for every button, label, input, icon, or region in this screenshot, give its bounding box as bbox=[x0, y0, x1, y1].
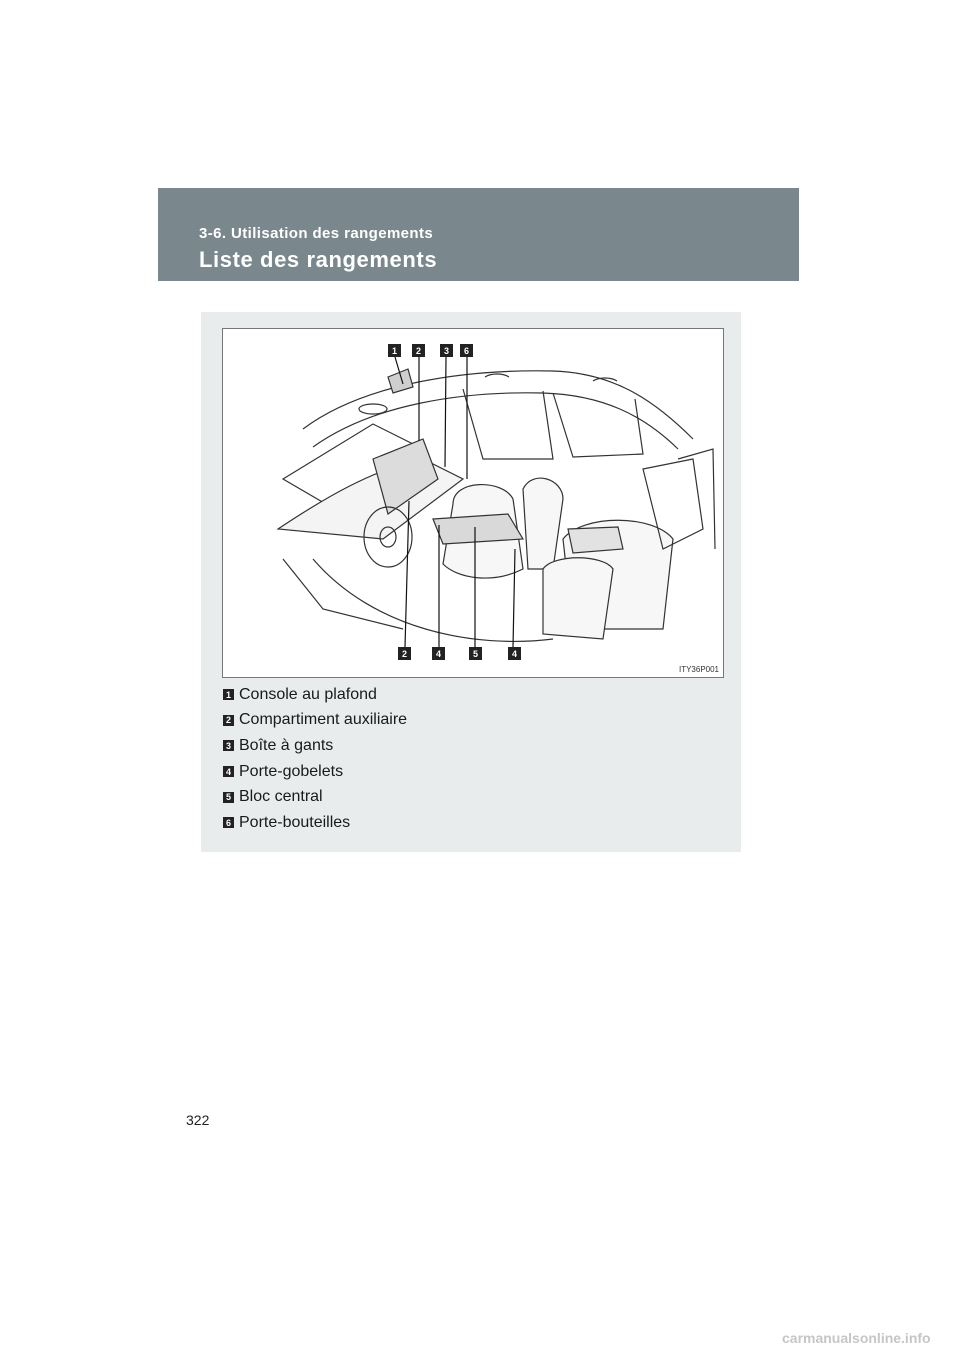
number-badge: 4 bbox=[223, 766, 234, 777]
legend-label: Porte-gobelets bbox=[239, 762, 344, 780]
callout-bottom-2: 2 bbox=[401, 649, 408, 659]
legend-label: Porte-bouteilles bbox=[239, 813, 351, 831]
legend-item bbox=[223, 682, 723, 708]
legend-item bbox=[223, 708, 723, 734]
watermark: carmanualsonline.info bbox=[782, 1330, 931, 1346]
content-panel bbox=[201, 312, 741, 852]
legend-label: Bloc central bbox=[239, 788, 323, 806]
callout-bottom-5: 5 bbox=[472, 649, 479, 659]
section-header bbox=[158, 188, 799, 281]
legend-item bbox=[223, 784, 723, 810]
car-interior-drawing bbox=[223, 329, 723, 677]
page-title: Liste des rangements bbox=[199, 247, 438, 272]
callouts-bottom bbox=[398, 647, 521, 660]
number-badge: 2 bbox=[223, 715, 234, 726]
legend-label: Boîte à gants bbox=[239, 736, 334, 754]
section-label: 3-6. Utilisation des rangements bbox=[199, 225, 434, 242]
number-badge: 1 bbox=[223, 689, 234, 700]
legend-label: Compartiment auxiliaire bbox=[239, 711, 408, 729]
number-badge: 6 bbox=[223, 817, 234, 828]
number-badge: 3 bbox=[223, 740, 234, 751]
callout-top-6: 6 bbox=[463, 346, 470, 356]
callout-top-3: 3 bbox=[443, 346, 450, 356]
callout-bottom-4a: 4 bbox=[435, 649, 442, 659]
legend-label: Console au plafond bbox=[239, 685, 377, 703]
legend-item bbox=[223, 759, 723, 785]
callout-top-1: 1 bbox=[391, 346, 398, 356]
storage-legend bbox=[223, 682, 723, 836]
legend-item bbox=[223, 810, 723, 836]
callout-top-2: 2 bbox=[415, 346, 422, 356]
figure-code: ITY36P001 bbox=[678, 665, 719, 674]
page-number: 322 bbox=[186, 1112, 210, 1128]
callouts-top bbox=[388, 344, 473, 357]
callout-bottom-4b: 4 bbox=[511, 649, 518, 659]
number-badge: 5 bbox=[223, 792, 234, 803]
car-interior-illustration bbox=[222, 328, 724, 678]
legend-item bbox=[223, 733, 723, 759]
